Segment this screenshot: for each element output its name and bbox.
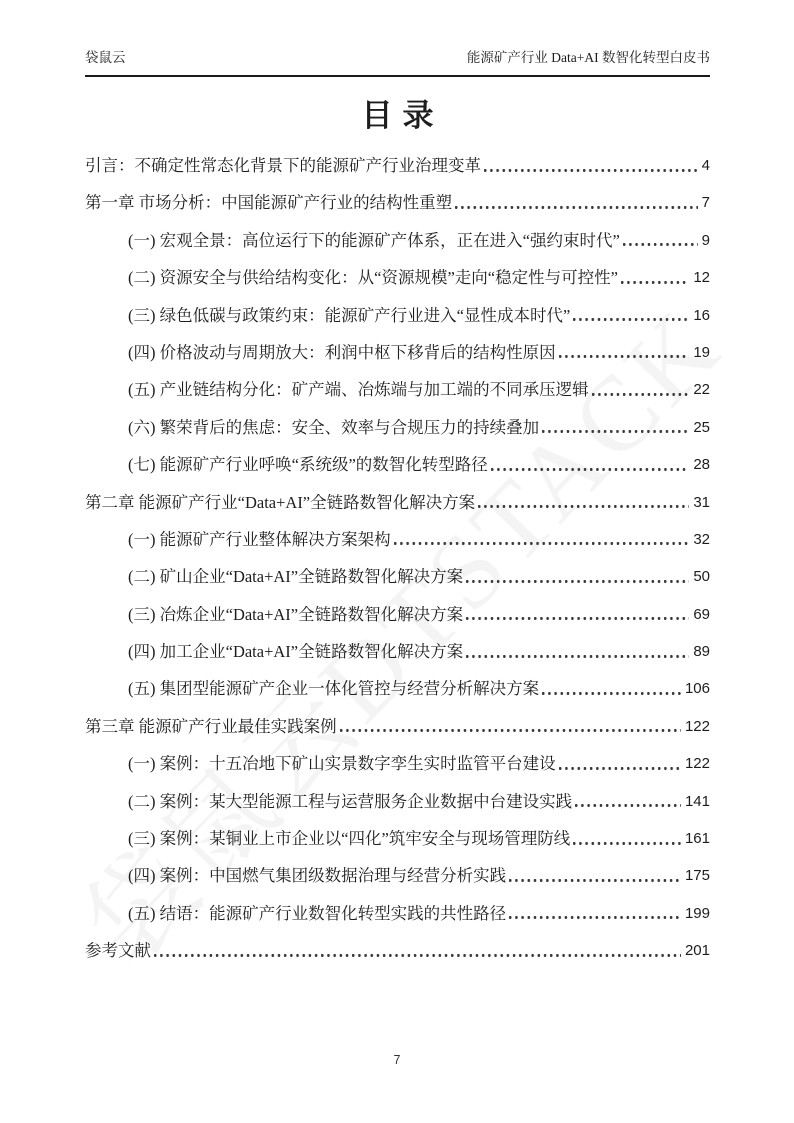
toc-entry-page: 89 [693, 643, 710, 661]
dot-leader [573, 297, 689, 334]
toc-entry-label: 参考文献 [85, 941, 151, 961]
toc-entry-page: 69 [693, 605, 710, 623]
header-doc-title: 能源矿产行业 Data+AI 数智化转型白皮书 [466, 50, 710, 65]
toc-entry[interactable] [85, 259, 710, 296]
toc-entry-label: (二) 案例：某大型能源工程与运营服务企业数据中台建设实践 [128, 791, 573, 811]
dot-leader [542, 409, 689, 446]
toc-entry-label: (七) 能源矿产行业呼唤“系统级”的数智化转型路径 [128, 455, 488, 475]
toc-entry-page: 9 [701, 231, 710, 249]
dot-leader [559, 334, 690, 371]
toc-entry-label: (五) 结语：能源矿产行业数智化转型实践的共性路径 [128, 903, 507, 923]
toc-entry[interactable] [85, 633, 710, 670]
dot-leader [466, 558, 689, 595]
toc-entry-page: 199 [684, 904, 710, 922]
toc-entry-page: 7 [701, 194, 710, 212]
toc-entry-label: (四) 价格波动与周期放大：利润中枢下移背后的结构性原因 [128, 342, 556, 362]
toc-entry[interactable] [85, 558, 710, 595]
toc-entry-page: 25 [693, 418, 710, 436]
toc-entry-label: (五) 产业链结构分化：矿产端、冶炼端与加工端的不同承压逻辑 [128, 380, 589, 400]
toc-entry-page: 12 [693, 269, 710, 287]
toc-entry-page: 141 [684, 792, 710, 810]
toc-entry-page: 175 [684, 867, 710, 885]
toc-entry-label: 第三章 能源矿产行业最佳实践案例 [85, 716, 337, 736]
toc-entry-page: 50 [693, 568, 710, 586]
toc-entry-label: (五) 集团型能源矿产企业一体化管控与经营分析解决方案 [128, 679, 540, 699]
toc-entry[interactable] [85, 895, 710, 932]
page-number: 7 [393, 1053, 401, 1067]
toc-entry[interactable] [85, 147, 710, 184]
page-footer [0, 1053, 794, 1067]
toc-entry[interactable] [85, 820, 710, 857]
dot-leader [340, 708, 681, 745]
toc-title: 目录 [361, 98, 444, 133]
dot-leader [466, 633, 689, 670]
toc-entry-page: 32 [693, 530, 710, 548]
toc-entry[interactable] [85, 932, 710, 969]
toc-entry[interactable] [85, 184, 710, 221]
toc-entry-page: 19 [693, 343, 710, 361]
toc-entry-page: 122 [684, 717, 710, 735]
toc-entry-label: (三) 绿色低碳与政策约束：能源矿产行业进入“显性成本时代” [128, 305, 571, 325]
dot-leader [509, 895, 681, 932]
toc-entry-label: (三) 冶炼企业“Data+AI”全链路数智化解决方案 [128, 604, 464, 624]
dot-leader [466, 596, 689, 633]
dot-leader [623, 222, 698, 259]
toc-entry-page: 106 [684, 680, 710, 698]
dot-leader [491, 446, 690, 483]
dot-leader [621, 259, 689, 296]
toc-entry-page: 22 [693, 381, 710, 399]
toc-entry-page: 122 [684, 755, 710, 773]
toc-entry[interactable] [85, 745, 710, 782]
toc-entry[interactable] [85, 857, 710, 894]
toc-entry-label: 第二章 能源矿产行业“Data+AI”全链路数智化解决方案 [85, 492, 476, 512]
toc-entry-label: (二) 矿山企业“Data+AI”全链路数智化解决方案 [128, 567, 464, 587]
toc-entry-label: (一) 能源矿产行业整体解决方案架构 [128, 529, 391, 549]
toc-entry-label: (一) 案例：十五冶地下矿山实景数字孪生实时监管平台建设 [128, 754, 556, 774]
dot-leader [154, 932, 681, 969]
toc-entry-page: 16 [693, 306, 710, 324]
toc-entry[interactable] [85, 783, 710, 820]
toc-entry-label: 引言：不确定性常态化背景下的能源矿产行业治理变革 [85, 156, 481, 175]
dot-leader [484, 147, 698, 184]
dot-leader [542, 670, 681, 707]
toc-entry[interactable] [85, 670, 710, 707]
toc-entry[interactable] [85, 446, 710, 483]
dot-leader [455, 184, 698, 221]
toc-entry-page: 201 [684, 942, 710, 960]
page-header [85, 0, 710, 77]
toc-entry[interactable] [85, 409, 710, 446]
dot-leader [478, 484, 689, 521]
dot-leader [394, 521, 690, 558]
toc-entry[interactable] [85, 371, 710, 408]
dot-leader [509, 857, 681, 894]
toc-entry-page: 161 [684, 830, 710, 848]
toc-entry[interactable] [85, 521, 710, 558]
dot-leader [573, 820, 681, 857]
toc-entry[interactable] [85, 297, 710, 334]
dot-leader [575, 783, 681, 820]
toc-entry-label: (三) 案例：某铜业上市企业以“四化”筑牢安全与现场管理防线 [128, 829, 571, 849]
toc-entry-label: (六) 繁荣背后的焦虑：安全、效率与合规压力的持续叠加 [128, 417, 540, 437]
dot-leader [559, 745, 681, 782]
toc-entry[interactable] [85, 708, 710, 745]
toc-entry-label: (四) 加工企业“Data+AI”全链路数智化解决方案 [128, 642, 464, 662]
toc-entry-page: 28 [693, 456, 710, 474]
toc-entry-label: (二) 资源安全与供给结构变化：从“资源规模”走向“稳定性与可控性” [128, 268, 618, 288]
dot-leader [592, 371, 690, 408]
toc-entry-page: 4 [701, 157, 710, 174]
toc-entry-label: 第一章 市场分析：中国能源矿产行业的结构性重塑 [85, 193, 453, 213]
header-brand: 袋鼠云 [85, 50, 126, 65]
toc-entry[interactable] [85, 596, 710, 633]
toc-entry[interactable] [85, 484, 710, 521]
toc-entry-label: (四) 案例：中国燃气集团级数据治理与经营分析实践 [128, 866, 507, 886]
toc-list [85, 147, 710, 970]
toc-entry[interactable] [85, 334, 710, 371]
toc-entry[interactable] [85, 222, 710, 259]
toc-entry-label: (一) 宏观全景：高位运行下的能源矿产体系，正在进入“强约束时代” [128, 230, 620, 250]
toc-entry-page: 31 [693, 493, 710, 511]
